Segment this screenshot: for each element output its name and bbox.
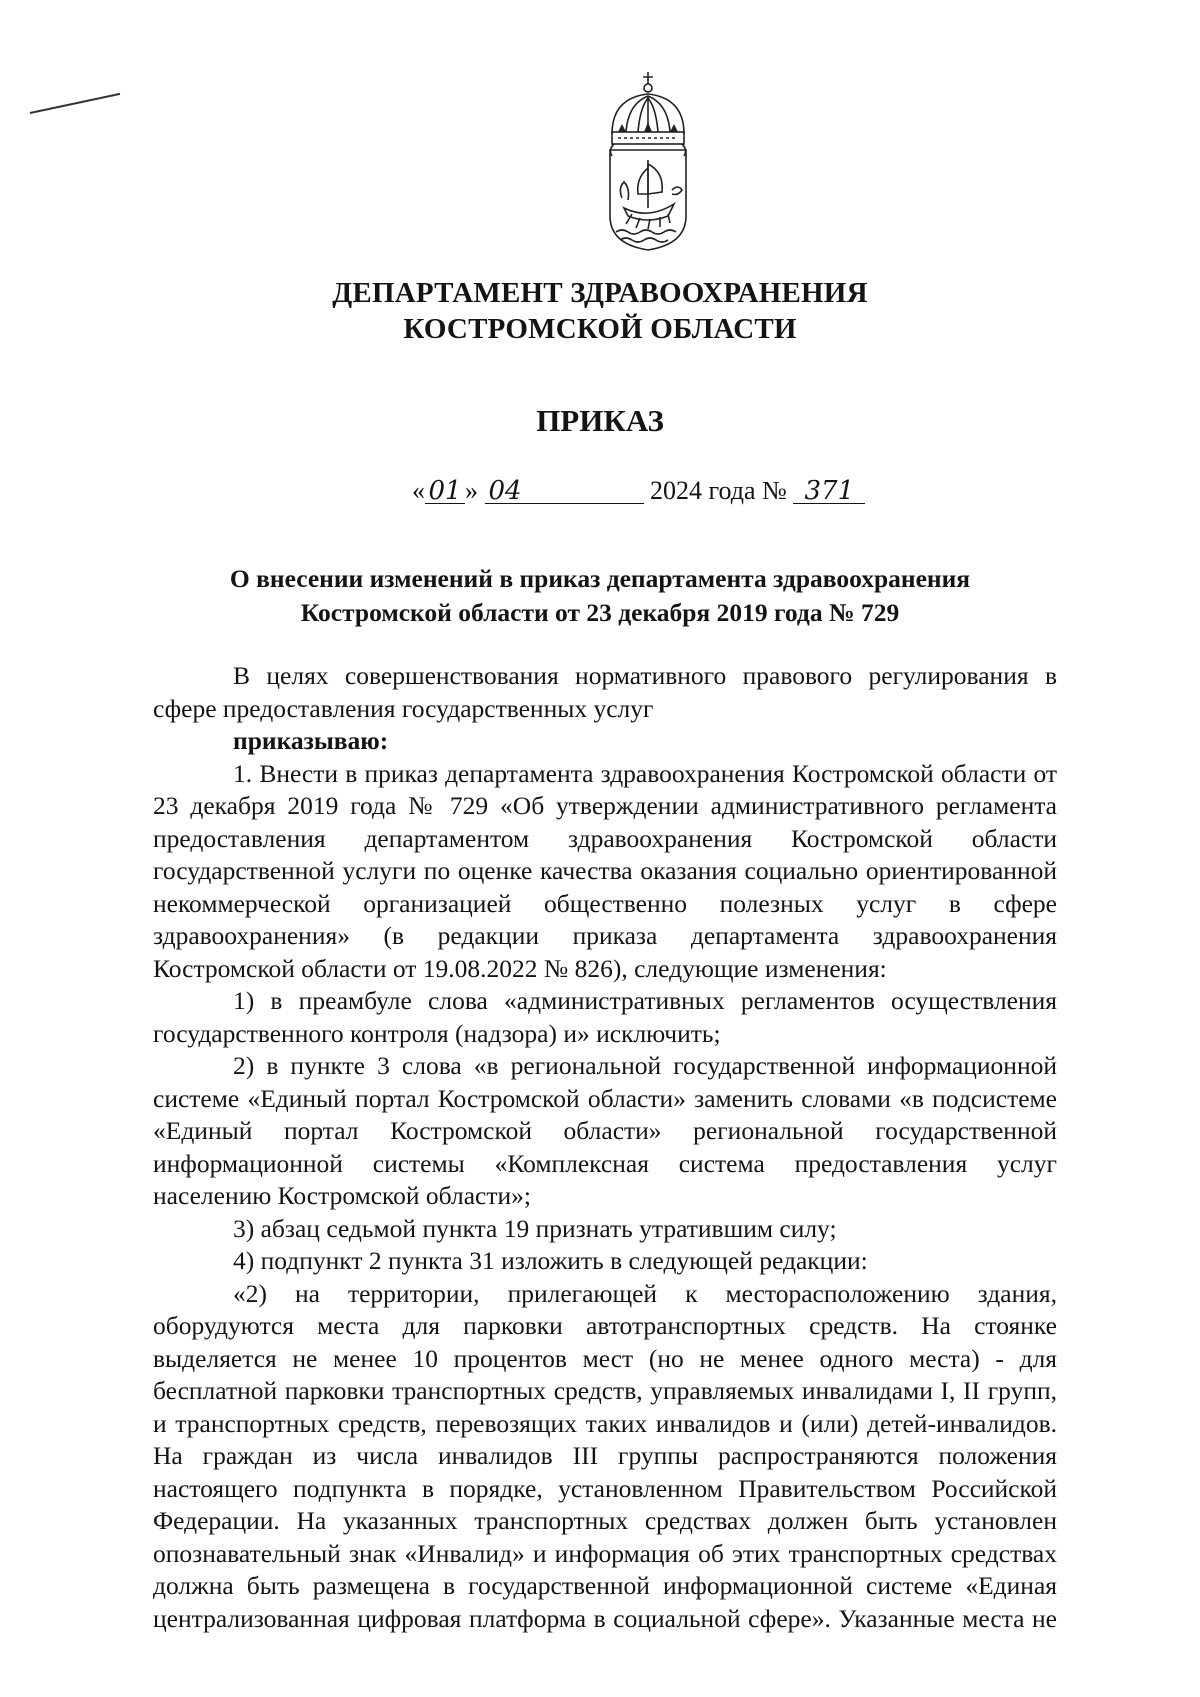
quoted-text-line-5: и транспортных средств, перевозящих таких инвалидов и (или) детей-инвалидов. (153, 1408, 1057, 1438)
issuer-header (0, 275, 1200, 347)
item-3-line-1: 3) абзац седьмой пункта 19 признать утратившим силу; (233, 1213, 837, 1243)
quoted-text-line-4: бесплатной парковки транспортных средств, управляемых инвалидами I, II групп, (153, 1376, 1057, 1405)
issuer-name-line-1: ДЕПАРТАМЕНТ ЗДРАВООХРАНЕНИЯ (332, 277, 868, 309)
quoted-text-line-6: На граждан из числа инвалидов III группы распространяются положения (153, 1441, 1057, 1470)
item-2-line-1: 2) в пункте 3 слова «в региональной государственной информационной (233, 1051, 1057, 1080)
date-quote-close: » (465, 476, 478, 505)
item-2-line-5: населению Костромской области»; (153, 1181, 531, 1210)
pen-stroke-mark (30, 93, 120, 114)
quoted-text-line-9: опознавательный знак «Инвалид» и информация об этих транспортных средствах (153, 1538, 1057, 1568)
subject-line-1: О внесении изменений в приказ департамента здравоохранения (229, 564, 971, 593)
paragraph-1-line-6: здравоохранения» (в редакции приказа департамента здравоохранения (153, 921, 1057, 950)
quoted-text-line-7: настоящего подпункта в порядке, установленном Правительством Российской (153, 1473, 1057, 1503)
date-quote-open: « (412, 476, 425, 505)
order-number-handwritten: 371 (793, 479, 865, 504)
paragraph-1-line-2: 23 декабря 2019 года № 729 «Об утверждении административного регламента (153, 791, 1057, 820)
quoted-text-line-11: централизованная цифровая платформа в социальной сфере». Указанные места не (153, 1603, 1057, 1633)
quoted-text-line-1: «2) на территории, прилегающей к месторасположению здания, (233, 1278, 1057, 1308)
document-subject (0, 562, 1200, 630)
paragraph-1-line-3: предоставления департаментом здравоохранения Костромской области (153, 823, 1057, 853)
date-day-handwritten: 01 (425, 479, 465, 504)
item-1-line-2: государственного контроля (надзора) и» исключить; (153, 1018, 721, 1048)
paragraph-1-line-5: некоммерческой организацией общественно полезных услуг в сфере (153, 888, 1057, 918)
subject-line-2: Костромской области от 23 декабря 2019 года № 729 (300, 598, 900, 627)
item-1-line-1: 1) в преамбуле слова «административных регламентов осуществления (233, 986, 1057, 1015)
date-and-number-line (412, 476, 865, 506)
document-type-title: ПРИКАЗ (536, 403, 664, 438)
quoted-text-line-10: должна быть размещена в государственной информационной системе «Единая (153, 1571, 1057, 1600)
date-month-handwritten: 04 (485, 479, 644, 504)
issuer-name-line-2: КОСТРОМСКОЙ ОБЛАСТИ (403, 313, 797, 345)
paragraph-1-line-7: Костромской области от 19.08.2022 № 826), следующие изменения: (153, 953, 887, 983)
kostroma-coat-of-arms-emblem (598, 68, 698, 252)
item-2-line-2: системе «Единый портал Костромской области» заменить словами «в подсистеме (153, 1083, 1057, 1113)
item-4-line-1: 4) подпункт 2 пункта 31 изложить в следующей редакции: (233, 1246, 868, 1275)
paragraph-1-line-4: государственной услуги по оценке качества оказания социально ориентированной (153, 856, 1057, 885)
intro-line-1: В целях совершенствования нормативного правового регулирования в (233, 661, 1057, 690)
item-2-line-3: «Единый портал Костромской области» региональной государственной (153, 1116, 1057, 1145)
document-body (153, 660, 1057, 1635)
quoted-text-line-8: Федерации. На указанных транспортных средствах должен быть установлен (153, 1506, 1057, 1535)
quoted-text-line-3: выделяется не менее 10 процентов мест (но не менее одного места) - для (153, 1343, 1057, 1373)
order-word: приказываю: (233, 726, 389, 755)
paragraph-1-line-1: 1. Внести в приказ департамента здравоохранения Костромской области от (233, 758, 1057, 788)
intro-line-2: сфере предоставления государственных услуг (153, 693, 654, 723)
quoted-text-line-2: оборудуются места для парковки автотранспортных средств. На стоянке (153, 1311, 1057, 1340)
item-2-line-4: информационной системы «Комплексная система предоставления услуг (153, 1148, 1057, 1178)
date-year-text: 2024 года № (650, 476, 787, 505)
